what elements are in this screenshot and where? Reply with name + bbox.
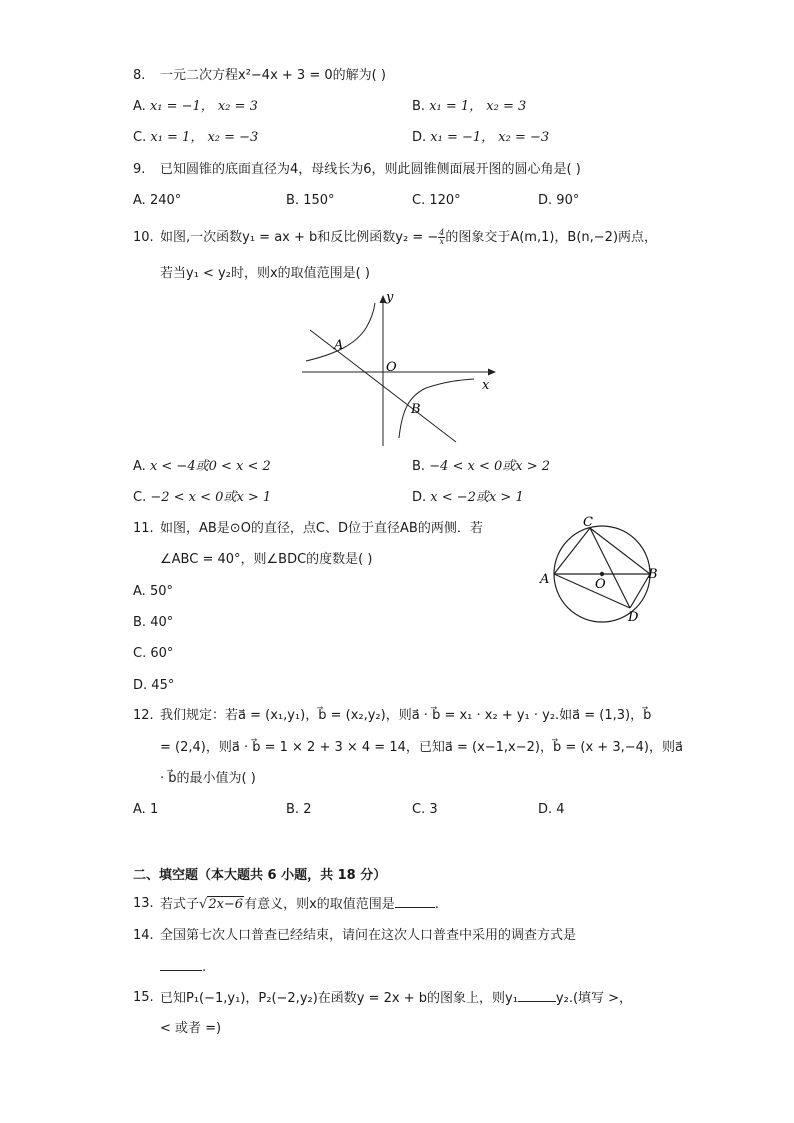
q9-number: 9. <box>133 162 146 177</box>
q15-line2: < 或者 =) <box>160 1021 222 1036</box>
option-label: D. <box>412 130 427 145</box>
option-label: A. <box>133 193 146 208</box>
q11-stem-line2: ∠ABC = 40°，则∠BDC的度数是( ) <box>160 552 373 567</box>
q10-stem-line2: 若当y₁ < y₂时，则x的取值范围是( ) <box>160 266 370 281</box>
q10-option-c[interactable] <box>133 489 271 507</box>
q10-stem-b: 的图象交于A(m,1)，B(n,−2)两点， <box>445 230 658 245</box>
option-label: B. <box>286 193 300 208</box>
q11-option-d[interactable] <box>133 677 174 695</box>
q11-option-a[interactable] <box>133 583 173 601</box>
option-label: B. <box>412 459 426 474</box>
q9-option-d[interactable] <box>538 192 579 210</box>
q14-line1: 全国第七次人口普查已经结束，请问在这次人口普查中采用的调查方式是 <box>160 928 577 943</box>
q11-option-c[interactable] <box>133 645 173 663</box>
q14-answer-blank[interactable] <box>160 958 202 971</box>
option-label: B. <box>286 802 300 817</box>
q12-number: 12. <box>133 708 154 723</box>
q15-text-b: y₂.(填写 >， <box>555 991 633 1006</box>
q11-number: 11. <box>133 521 154 536</box>
q8-option-b[interactable] <box>412 98 526 116</box>
option-text: x₁ = −1， x₂ = −3 <box>430 130 550 145</box>
x-axis-arrow-icon <box>488 369 496 376</box>
q13-answer-blank[interactable] <box>395 895 435 908</box>
radicand: 2x−6 <box>208 897 244 912</box>
q12-line1: 我们规定：若a⃗ = (x₁,y₁)，b⃗ = (x₂,y₂)，则a⃗ · b⃗ = x₁ · x₂ + y₁ · y₂.如a⃗ = (1,3)，b⃗ <box>160 708 652 723</box>
origin-label: O <box>386 360 397 375</box>
q8-number: 8. <box>133 68 146 83</box>
q8-option-a[interactable] <box>133 98 258 116</box>
q15-number: 15. <box>133 990 154 1005</box>
label-d: D <box>628 610 639 625</box>
option-label: D. <box>538 193 553 208</box>
segment-ad <box>554 574 630 608</box>
option-text: 240° <box>149 193 182 208</box>
label-c: C <box>583 515 593 530</box>
option-text: x₁ = 1， x₂ = 3 <box>429 99 527 114</box>
q10-stem <box>160 229 657 247</box>
option-text: 4 <box>556 802 565 817</box>
label-o: O <box>595 577 606 592</box>
option-text: x < −4或0 < x < 2 <box>149 459 271 474</box>
q8-stem: 一元二次方程x²−4x + 3 = 0的解为( ) <box>160 68 386 83</box>
label-a: A <box>540 572 550 587</box>
option-label: C. <box>133 130 147 145</box>
option-label: D. <box>412 490 427 505</box>
q12-option-d[interactable] <box>538 801 565 819</box>
q9-stem: 已知圆锥的底面直径为4，母线长为6，则此圆锥侧面展开图的圆心角是( ) <box>160 162 581 177</box>
q12-line2: = (2,4)，则a⃗ · b⃗ = 1 × 2 + 3 × 4 = 14，已知a⃗ = (x−1,x−2)，b⃗ = (x + 3,−4)，则a⃗ <box>160 740 683 755</box>
q11-circle-figure <box>535 510 665 628</box>
point-b-label: B <box>411 402 421 417</box>
option-text: 150° <box>303 193 335 208</box>
option-text: 40° <box>150 615 174 630</box>
q10-option-d[interactable] <box>412 489 524 507</box>
sqrt-icon: √ <box>199 897 208 912</box>
point-a-label: A <box>334 338 344 353</box>
center-dot <box>600 572 604 576</box>
q12-option-a[interactable] <box>133 801 158 819</box>
q12-line3: · b⃗的最小值为( ) <box>160 771 256 786</box>
option-label: A. <box>133 802 146 817</box>
option-label: A. <box>133 459 146 474</box>
q9-option-c[interactable] <box>412 192 461 210</box>
option-label: C. <box>412 802 426 817</box>
option-text: −2 < x < 0或x > 1 <box>150 490 272 505</box>
q8-option-d[interactable] <box>412 129 549 147</box>
option-label: C. <box>412 193 426 208</box>
section-title: 二、填空题（本大题共 6 小题，共 18 分） <box>133 868 387 883</box>
option-label: C. <box>133 490 147 505</box>
y-axis-label: y <box>386 290 394 305</box>
q10-graph <box>296 288 506 450</box>
x-axis-label: x <box>482 378 490 393</box>
option-text: 90° <box>556 193 580 208</box>
q13-text-b: 有意义，则x的取值范围是 <box>244 897 395 912</box>
option-text: 2 <box>303 802 312 817</box>
segment-cb <box>590 528 650 574</box>
q11-option-b[interactable] <box>133 614 173 632</box>
option-text: x₁ = 1， x₂ = −3 <box>150 130 259 145</box>
q10-stem-a: 如图,一次函数y₁ = ax + b和反比例函数y₂ = − <box>160 230 439 245</box>
q8-option-c[interactable] <box>133 129 258 147</box>
option-label: D. <box>538 802 553 817</box>
option-text: 50° <box>149 584 173 599</box>
fraction-numerator: 4 <box>439 228 445 237</box>
q13-stem <box>160 895 439 914</box>
q14-end: . <box>202 960 207 975</box>
option-text: 120° <box>429 193 461 208</box>
option-text: 60° <box>150 646 174 661</box>
q14-line2 <box>160 958 206 977</box>
option-label: A. <box>133 584 146 599</box>
option-text: 45° <box>151 678 175 693</box>
q15-text-a: 已知P₁(−1,y₁)，P₂(−2,y₂)在函数y = 2x + b的图象上，则y₁ <box>160 991 518 1006</box>
q14-number: 14. <box>133 928 154 943</box>
segment-cd <box>590 528 630 608</box>
q12-option-b[interactable] <box>286 801 311 819</box>
option-label: B. <box>412 99 426 114</box>
q13-number: 13. <box>133 896 154 911</box>
q11-stem-line1: 如图，AB是⊙O的直径，点C、D位于直径AB的两侧．若 <box>160 521 483 536</box>
q10-number: 10. <box>133 230 154 245</box>
q15-stem <box>160 989 632 1008</box>
option-label: A. <box>133 99 146 114</box>
fraction-denominator: x <box>439 237 445 246</box>
q10-option-b[interactable] <box>412 458 550 476</box>
option-text: x₁ = −1， x₂ = 3 <box>149 99 258 114</box>
option-label: C. <box>133 646 147 661</box>
label-b: B <box>648 567 658 582</box>
option-text: 1 <box>149 802 159 817</box>
q10-option-a[interactable] <box>133 458 271 476</box>
option-text: −4 < x < 0或x > 2 <box>429 459 551 474</box>
q9-option-a[interactable] <box>133 192 181 210</box>
q13-text-a: 若式子 <box>160 897 200 912</box>
q15-answer-blank[interactable] <box>518 989 556 1002</box>
q13-text-c: . <box>434 897 439 912</box>
q12-option-c[interactable] <box>412 801 438 819</box>
option-label: D. <box>133 678 148 693</box>
option-text: x < −2或x > 1 <box>430 490 524 505</box>
q9-option-b[interactable] <box>286 192 335 210</box>
option-label: B. <box>133 615 147 630</box>
option-text: 3 <box>429 802 438 817</box>
